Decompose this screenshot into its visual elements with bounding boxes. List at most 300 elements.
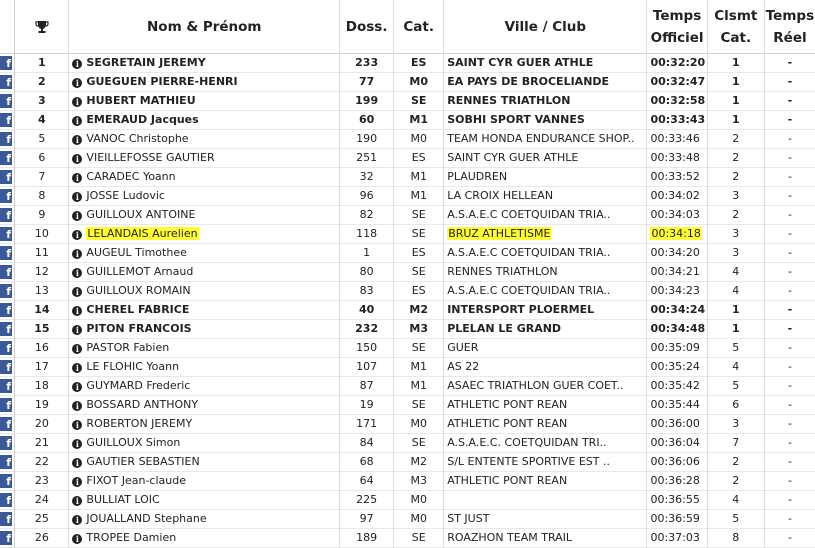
- club-cell: [444, 111, 647, 130]
- table-row[interactable]: [0, 73, 815, 92]
- info-icon[interactable]: i: [72, 230, 82, 240]
- info-icon[interactable]: i: [72, 401, 82, 411]
- club-cell: [444, 225, 647, 244]
- official-time-cell: [647, 377, 707, 396]
- category-cell: M0: [394, 510, 444, 529]
- official-time-cell: [647, 244, 707, 263]
- bib-cell: 1: [340, 244, 394, 263]
- category-cell: ES: [394, 149, 444, 168]
- bib-cell: 82: [340, 206, 394, 225]
- facebook-icon[interactable]: f: [0, 512, 12, 526]
- rank-cell: 8: [15, 187, 69, 206]
- official-time-cell: [647, 510, 707, 529]
- name-cell[interactable]: [69, 472, 340, 491]
- category-rank-cell: 5: [707, 510, 764, 529]
- official-time: 00:35:44: [650, 398, 700, 411]
- runner-name: PITON FRANCOIS: [86, 322, 192, 335]
- rank-cell: 6: [15, 149, 69, 168]
- category-rank-cell: 2: [707, 206, 764, 225]
- header-official-time[interactable]: [647, 0, 707, 54]
- category-rank-cell: 1: [707, 73, 764, 92]
- info-icon[interactable]: i: [72, 534, 82, 544]
- runner-name: HUBERT MATHIEU: [86, 94, 196, 107]
- rank-cell: 4: [15, 111, 69, 130]
- official-time: 00:36:55: [650, 493, 700, 506]
- facebook-icon[interactable]: f: [0, 132, 12, 146]
- club-cell: [444, 282, 647, 301]
- name-cell[interactable]: [69, 396, 340, 415]
- club-cell: [444, 263, 647, 282]
- facebook-icon[interactable]: f: [0, 417, 12, 431]
- name-cell[interactable]: [69, 339, 340, 358]
- info-icon[interactable]: i: [72, 211, 82, 221]
- runner-name: CARADEC Yoann: [86, 170, 176, 183]
- real-time-cell: -: [787, 417, 792, 430]
- facebook-share-cell: [0, 529, 15, 548]
- name-cell[interactable]: [69, 92, 340, 111]
- info-icon[interactable]: i: [72, 116, 82, 126]
- facebook-icon[interactable]: f: [0, 436, 12, 450]
- rank-cell: 7: [15, 168, 69, 187]
- rank-cell: 11: [15, 244, 69, 263]
- bib-cell: 40: [340, 301, 394, 320]
- table-row[interactable]: [0, 377, 815, 396]
- club-cell: [444, 73, 647, 92]
- info-icon[interactable]: i: [72, 344, 82, 354]
- table-row[interactable]: [0, 282, 815, 301]
- info-icon[interactable]: i: [72, 306, 82, 316]
- category-cell: M0: [394, 491, 444, 510]
- club-name: S/L ENTENTE SPORTIVE EST ..: [447, 455, 610, 468]
- facebook-share-cell: [0, 149, 15, 168]
- club-name: A.S.A.E.C COETQUIDAN TRIA..: [447, 208, 611, 221]
- info-icon[interactable]: i: [72, 135, 82, 145]
- official-time: 00:33:52: [650, 170, 700, 183]
- real-time-cell: -: [787, 75, 793, 88]
- bib-cell: 150: [340, 339, 394, 358]
- table-row[interactable]: [0, 54, 815, 73]
- facebook-share-cell: [0, 415, 15, 434]
- real-time-cell: -: [787, 474, 792, 487]
- official-time: 00:37:03: [650, 531, 700, 544]
- club-name: ROAZHON TEAM TRAIL: [447, 531, 573, 544]
- bib-cell: 118: [340, 225, 394, 244]
- real-time-cell: -: [787, 284, 792, 297]
- table-row[interactable]: [0, 263, 815, 282]
- club-name: ST JUST: [447, 512, 490, 525]
- club-name: SAINT CYR GUER ATHLE: [447, 151, 579, 164]
- name-cell[interactable]: [69, 225, 340, 244]
- bib-cell: 233: [340, 54, 394, 73]
- header-rank: [15, 0, 69, 54]
- facebook-share-cell: [0, 491, 15, 510]
- official-time-cell: [647, 320, 707, 339]
- real-time-cell: -: [787, 56, 793, 69]
- club-name: ASAEC TRIATHLON GUER COET..: [447, 379, 624, 392]
- real-time-cell: -: [787, 189, 792, 202]
- table-row[interactable]: [0, 320, 815, 339]
- info-icon[interactable]: i: [72, 249, 82, 259]
- club-name: RENNES TRIATHLON: [447, 265, 558, 278]
- rank-cell: 2: [15, 73, 69, 92]
- category-rank-cell: 3: [707, 225, 764, 244]
- facebook-icon[interactable]: f: [0, 474, 12, 488]
- official-time: 00:36:06: [650, 455, 700, 468]
- club-name: ATHLETIC PONT REAN: [447, 417, 568, 430]
- table-header-row: [0, 0, 815, 54]
- real-time-cell: -: [787, 151, 792, 164]
- club-cell: [444, 529, 647, 548]
- facebook-share-cell: [0, 282, 15, 301]
- facebook-icon[interactable]: f: [0, 94, 12, 108]
- category-rank-cell: 1: [707, 92, 764, 111]
- table-row[interactable]: [0, 301, 815, 320]
- name-cell[interactable]: [69, 149, 340, 168]
- name-cell[interactable]: [69, 510, 340, 529]
- header-category-rank-l1: Clsmt: [714, 7, 758, 24]
- runner-name: LE FLOHIC Yoann: [86, 360, 180, 373]
- name-cell[interactable]: [69, 415, 340, 434]
- table-row[interactable]: [0, 472, 815, 491]
- official-time: 00:32:47: [650, 75, 706, 88]
- table-row[interactable]: [0, 339, 815, 358]
- facebook-share-cell: [0, 453, 15, 472]
- info-icon[interactable]: i: [72, 439, 82, 449]
- real-time-cell: -: [787, 246, 792, 259]
- header-club[interactable]: Ville / Club: [444, 0, 647, 54]
- category-cell: ES: [394, 54, 444, 73]
- facebook-icon[interactable]: f: [0, 341, 12, 355]
- facebook-share-cell: [0, 301, 15, 320]
- club-cell: [444, 92, 647, 111]
- official-time: 00:36:04: [650, 436, 700, 449]
- rank-cell: 12: [15, 263, 69, 282]
- table-row[interactable]: [0, 187, 815, 206]
- info-icon[interactable]: i: [72, 363, 82, 373]
- runner-name: GUEGUEN PIERRE-HENRI: [86, 75, 238, 88]
- table-row[interactable]: [0, 396, 815, 415]
- runner-name: GUILLOUX ROMAIN: [86, 284, 191, 297]
- official-time: 00:34:24: [650, 303, 706, 316]
- club-name: RENNES TRIATHLON: [447, 94, 571, 107]
- official-time: 00:36:28: [650, 474, 700, 487]
- official-time-cell: [647, 73, 707, 92]
- rank-cell: 16: [15, 339, 69, 358]
- name-cell[interactable]: [69, 491, 340, 510]
- table-row[interactable]: [0, 434, 815, 453]
- name-cell[interactable]: [69, 73, 340, 92]
- category-rank-cell: 6: [707, 396, 764, 415]
- table-row[interactable]: [0, 453, 815, 472]
- facebook-share-cell: [0, 73, 15, 92]
- facebook-icon[interactable]: f: [0, 75, 12, 89]
- facebook-share-cell: [0, 510, 15, 529]
- category-cell: M1: [394, 358, 444, 377]
- official-time: 00:33:43: [650, 113, 706, 126]
- club-cell: [444, 149, 647, 168]
- info-icon[interactable]: i: [72, 382, 82, 392]
- info-icon[interactable]: i: [72, 496, 82, 506]
- name-cell[interactable]: [69, 301, 340, 320]
- name-cell[interactable]: [69, 168, 340, 187]
- header-cat[interactable]: Cat.: [394, 0, 444, 54]
- rank-cell: 20: [15, 415, 69, 434]
- official-time-cell: [647, 111, 707, 130]
- runner-name: VIEILLEFOSSE GAUTIER: [86, 151, 215, 164]
- real-time-cell: -: [787, 341, 792, 354]
- club-cell: [444, 339, 647, 358]
- category-rank-cell: 2: [707, 130, 764, 149]
- runner-name: JOSSE Ludovic: [86, 189, 165, 202]
- official-time: 00:36:00: [650, 417, 700, 430]
- rank-cell: 14: [15, 301, 69, 320]
- official-time: 00:35:09: [650, 341, 700, 354]
- category-cell: M1: [394, 377, 444, 396]
- real-time-cell: -: [787, 132, 792, 145]
- header-doss[interactable]: Doss.: [340, 0, 394, 54]
- name-cell[interactable]: [69, 244, 340, 263]
- facebook-icon[interactable]: f: [0, 531, 12, 545]
- rank-cell: 19: [15, 396, 69, 415]
- name-cell[interactable]: [69, 282, 340, 301]
- official-time: 00:35:42: [650, 379, 700, 392]
- facebook-icon[interactable]: f: [0, 322, 12, 336]
- name-cell[interactable]: [69, 130, 340, 149]
- runner-name: EMERAUD Jacques: [86, 113, 199, 126]
- bib-cell: 97: [340, 510, 394, 529]
- official-time: 00:35:24: [650, 360, 700, 373]
- club-name: ATHLETIC PONT REAN: [447, 398, 568, 411]
- info-icon[interactable]: i: [72, 78, 82, 88]
- category-rank-cell: 4: [707, 263, 764, 282]
- official-time: 00:34:18: [651, 227, 701, 240]
- official-time-cell: [647, 301, 707, 320]
- rank-cell: 23: [15, 472, 69, 491]
- official-time: 00:34:03: [650, 208, 700, 221]
- facebook-icon[interactable]: f: [0, 455, 12, 469]
- club-name: PLELAN LE GRAND: [447, 322, 562, 335]
- runner-name: LELANDAIS Aurelien: [87, 227, 198, 240]
- rank-cell: 26: [15, 529, 69, 548]
- table-row[interactable]: [0, 92, 815, 111]
- category-cell: M1: [394, 187, 444, 206]
- rank-cell: 5: [15, 130, 69, 149]
- category-cell: M0: [394, 415, 444, 434]
- name-cell[interactable]: [69, 377, 340, 396]
- category-cell: ES: [394, 282, 444, 301]
- header-real-time[interactable]: [764, 0, 815, 54]
- facebook-icon[interactable]: f: [0, 189, 12, 203]
- bib-cell: 96: [340, 187, 394, 206]
- rank-cell: 17: [15, 358, 69, 377]
- info-icon[interactable]: i: [72, 458, 82, 468]
- name-cell[interactable]: [69, 529, 340, 548]
- bib-cell: 189: [340, 529, 394, 548]
- table-row[interactable]: [0, 206, 815, 225]
- table-row[interactable]: [0, 168, 815, 187]
- table-row[interactable]: [0, 415, 815, 434]
- club-name: INTERSPORT PLOERMEL: [447, 303, 595, 316]
- bib-cell: 32: [340, 168, 394, 187]
- official-time-cell: [647, 415, 707, 434]
- facebook-icon[interactable]: f: [0, 398, 12, 412]
- name-cell[interactable]: [69, 111, 340, 130]
- runner-name: GUILLOUX Simon: [86, 436, 181, 449]
- category-rank-cell: 2: [707, 168, 764, 187]
- official-time-cell: [647, 396, 707, 415]
- facebook-share-cell: [0, 396, 15, 415]
- facebook-icon[interactable]: f: [0, 493, 12, 507]
- facebook-icon[interactable]: f: [0, 284, 12, 298]
- category-rank-cell: 1: [707, 111, 764, 130]
- info-icon[interactable]: i: [72, 477, 82, 487]
- name-cell[interactable]: [69, 453, 340, 472]
- facebook-icon[interactable]: f: [0, 151, 12, 165]
- facebook-share-cell: [0, 263, 15, 282]
- club-cell: [444, 510, 647, 529]
- info-icon[interactable]: i: [72, 515, 82, 525]
- category-cell: SE: [394, 263, 444, 282]
- category-rank-cell: 1: [707, 54, 764, 73]
- category-cell: M2: [394, 453, 444, 472]
- real-time-cell: -: [787, 360, 792, 373]
- club-cell: [444, 434, 647, 453]
- facebook-icon[interactable]: f: [0, 303, 12, 317]
- bib-cell: 84: [340, 434, 394, 453]
- runner-name: FIXOT Jean-claude: [86, 474, 186, 487]
- runner-name: CHEREL FABRICE: [86, 303, 190, 316]
- official-time-cell: [647, 92, 707, 111]
- table-row[interactable]: [0, 491, 815, 510]
- facebook-share-cell: [0, 320, 15, 339]
- info-icon[interactable]: i: [72, 97, 82, 107]
- facebook-icon[interactable]: f: [0, 379, 12, 393]
- rank-cell: 15: [15, 320, 69, 339]
- club-cell: [444, 206, 647, 225]
- info-icon[interactable]: i: [72, 59, 82, 69]
- club-name: SOBHI SPORT VANNES: [447, 113, 585, 126]
- bib-cell: 107: [340, 358, 394, 377]
- official-time: 00:36:59: [650, 512, 700, 525]
- facebook-icon[interactable]: f: [0, 113, 12, 127]
- info-icon[interactable]: i: [72, 325, 82, 335]
- official-time-cell: [647, 225, 707, 244]
- category-cell: M3: [394, 320, 444, 339]
- category-cell: M1: [394, 168, 444, 187]
- facebook-share-cell: [0, 225, 15, 244]
- name-cell[interactable]: [69, 263, 340, 282]
- facebook-share-cell: [0, 434, 15, 453]
- info-icon[interactable]: i: [72, 173, 82, 183]
- official-time: 00:34:48: [650, 322, 706, 335]
- table-row[interactable]: [0, 358, 815, 377]
- club-cell: [444, 320, 647, 339]
- runner-name: AUGEUL Timothee: [86, 246, 187, 259]
- name-cell[interactable]: [69, 187, 340, 206]
- info-icon[interactable]: i: [72, 420, 82, 430]
- runner-name: GAUTIER SEBASTIEN: [86, 455, 200, 468]
- info-icon[interactable]: i: [72, 154, 82, 164]
- real-time-cell: -: [787, 322, 793, 335]
- runner-name: GUILLOUX ANTOINE: [86, 208, 196, 221]
- header-category-rank[interactable]: [707, 0, 764, 54]
- runner-name: BOSSARD ANTHONY: [86, 398, 199, 411]
- category-cell: SE: [394, 92, 444, 111]
- category-rank-cell: 2: [707, 472, 764, 491]
- table-row[interactable]: [0, 130, 815, 149]
- name-cell[interactable]: [69, 320, 340, 339]
- club-cell: [444, 377, 647, 396]
- category-rank-cell: 5: [707, 377, 764, 396]
- real-time-cell: -: [787, 512, 792, 525]
- official-time-cell: [647, 130, 707, 149]
- facebook-share-cell: [0, 92, 15, 111]
- facebook-icon[interactable]: f: [0, 170, 12, 184]
- table-row[interactable]: [0, 111, 815, 130]
- club-cell: [444, 168, 647, 187]
- table-row[interactable]: [0, 510, 815, 529]
- name-cell[interactable]: [69, 54, 340, 73]
- name-cell[interactable]: [69, 206, 340, 225]
- official-time-cell: [647, 187, 707, 206]
- name-cell[interactable]: [69, 358, 340, 377]
- header-real-time-l2: Réel: [773, 29, 807, 46]
- official-time-cell: [647, 358, 707, 377]
- table-row[interactable]: [0, 244, 815, 263]
- table-row[interactable]: [0, 149, 815, 168]
- facebook-share-cell: [0, 472, 15, 491]
- facebook-icon[interactable]: f: [0, 208, 12, 222]
- category-rank-cell: 7: [707, 434, 764, 453]
- facebook-icon[interactable]: f: [0, 56, 12, 70]
- bib-cell: 251: [340, 149, 394, 168]
- info-icon[interactable]: i: [72, 192, 82, 202]
- header-name[interactable]: Nom & Prénom: [69, 0, 340, 54]
- rank-cell: 10: [15, 225, 69, 244]
- facebook-icon[interactable]: f: [0, 227, 12, 241]
- category-rank-cell: 5: [707, 339, 764, 358]
- facebook-icon[interactable]: f: [0, 360, 12, 374]
- official-time-cell: [647, 453, 707, 472]
- club-name: SAINT CYR GUER ATHLE: [447, 56, 594, 69]
- club-cell: [444, 472, 647, 491]
- category-rank-cell: 3: [707, 187, 764, 206]
- category-rank-cell: 1: [707, 320, 764, 339]
- official-time: 00:32:20: [650, 56, 706, 69]
- category-cell: SE: [394, 434, 444, 453]
- official-time: 00:33:48: [650, 151, 700, 164]
- info-icon[interactable]: i: [72, 268, 82, 278]
- category-cell: SE: [394, 396, 444, 415]
- club-name: AS 22: [447, 360, 480, 373]
- official-time: 00:34:02: [650, 189, 700, 202]
- header-real-time-l1: Temps: [765, 7, 815, 24]
- header-share-column: [0, 0, 15, 54]
- info-icon[interactable]: i: [72, 287, 82, 297]
- bib-cell: 77: [340, 73, 394, 92]
- table-row[interactable]: [0, 529, 815, 548]
- facebook-icon[interactable]: f: [0, 265, 12, 279]
- club-cell: [444, 491, 647, 510]
- real-time-cell: -: [787, 208, 792, 221]
- bib-cell: 83: [340, 282, 394, 301]
- category-rank-cell: 1: [707, 301, 764, 320]
- club-name: A.S.A.E.C COETQUIDAN TRIA..: [447, 246, 611, 259]
- facebook-icon[interactable]: f: [0, 246, 12, 260]
- official-time-cell: [647, 282, 707, 301]
- name-cell[interactable]: [69, 434, 340, 453]
- table-row[interactable]: [0, 225, 815, 244]
